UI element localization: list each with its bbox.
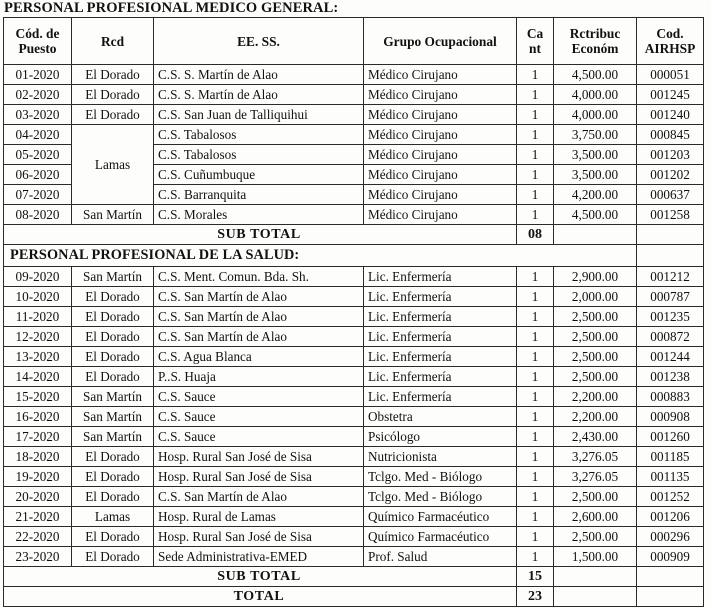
cell-retribucion: 1,500.00 (554, 547, 637, 567)
cell-codigo-puesto: 02-2020 (4, 85, 72, 105)
cell-eess: C.S. San Juan de Talliquihui (154, 105, 364, 125)
cell-codigo-puesto: 04-2020 (4, 125, 72, 145)
cell-grupo-ocupacional: Médico Cirujano (364, 205, 517, 225)
cell-grupo-ocupacional: Médico Cirujano (364, 165, 517, 185)
cell-cantidad: 1 (517, 347, 554, 367)
subtotal-1-cantidad: 08 (517, 225, 554, 245)
total-cantidad: 23 (517, 587, 554, 607)
column-header-codigo-line2: Puesto (18, 41, 57, 56)
cell-grupo-ocupacional: Lic. Enfermería (364, 347, 517, 367)
cell-retribucion: 3,500.00 (554, 165, 637, 185)
cell-codigo-puesto: 13-2020 (4, 347, 72, 367)
cell-eess: C.S. San Martín de Alao (154, 287, 364, 307)
table-row (4, 467, 704, 487)
cell-grupo-ocupacional: Médico Cirujano (364, 105, 517, 125)
cell-grupo-ocupacional: Lic. Enfermería (364, 367, 517, 387)
table-row (4, 487, 704, 507)
cell-eess: C.S. Cuñumbuque (154, 165, 364, 185)
table-row (4, 327, 704, 347)
column-header-airhsp-line1: Cod. (656, 26, 684, 41)
column-header-cantidad-line2: nt (529, 41, 541, 56)
cell-rcd: El Dorado (72, 527, 154, 547)
cell-rcd: El Dorado (72, 85, 154, 105)
cell-eess: C.S. San Martín de Alao (154, 487, 364, 507)
cell-cod-airhsp: 001245 (637, 85, 704, 105)
cell-eess: C.S. Morales (154, 205, 364, 225)
cell-retribucion: 4,000.00 (554, 105, 637, 125)
cell-codigo-puesto: 12-2020 (4, 327, 72, 347)
cell-cod-airhsp: 001260 (637, 427, 704, 447)
table-row (4, 527, 704, 547)
cell-retribucion: 3,276.05 (554, 447, 637, 467)
cell-grupo-ocupacional: Médico Cirujano (364, 185, 517, 205)
cell-cod-airhsp: 001185 (637, 447, 704, 467)
cell-cod-airhsp: 001235 (637, 307, 704, 327)
cell-retribucion: 2,430.00 (554, 427, 637, 447)
cell-codigo-puesto: 17-2020 (4, 427, 72, 447)
cell-cantidad: 1 (517, 205, 554, 225)
cell-cantidad: 1 (517, 527, 554, 547)
cell-retribucion: 4,000.00 (554, 85, 637, 105)
cell-rcd: San Martín (72, 205, 154, 225)
cell-eess: C.S. Agua Blanca (154, 347, 364, 367)
cell-cod-airhsp: 001240 (637, 105, 704, 125)
subtotal-2-cantidad: 15 (517, 567, 554, 587)
cell-eess: C.S. Ment. Comun. Bda. Sh. (154, 267, 364, 287)
cell-grupo-ocupacional: Lic. Enfermería (364, 267, 517, 287)
cell-grupo-ocupacional: Lic. Enfermería (364, 387, 517, 407)
cell-grupo-ocupacional: Químico Farmacéutico (364, 507, 517, 527)
cell-codigo-puesto: 07-2020 (4, 185, 72, 205)
cell-cantidad: 1 (517, 507, 554, 527)
table-row (4, 387, 704, 407)
cell-codigo-puesto: 20-2020 (4, 487, 72, 507)
cell-retribucion: 2,500.00 (554, 307, 637, 327)
cell-cantidad: 1 (517, 547, 554, 567)
column-header-grupo-ocupacional: Grupo Ocupacional (364, 18, 517, 65)
table-row (4, 85, 704, 105)
cell-retribucion: 2,500.00 (554, 487, 637, 507)
cell-cantidad: 1 (517, 287, 554, 307)
total-row (4, 587, 704, 607)
subtotal-1-airhsp (637, 225, 704, 245)
cell-rcd: El Dorado (72, 307, 154, 327)
cell-cod-airhsp: 000909 (637, 547, 704, 567)
total-retribucion (554, 587, 637, 607)
cell-cantidad: 1 (517, 407, 554, 427)
table-row (4, 65, 704, 85)
staff-table (3, 17, 704, 607)
table-row (4, 347, 704, 367)
section-title-salud: PERSONAL PROFESIONAL DE LA SALUD: (4, 245, 637, 267)
cell-cod-airhsp: 000908 (637, 407, 704, 427)
table-row (4, 287, 704, 307)
cell-cod-airhsp: 001203 (637, 145, 704, 165)
cell-cod-airhsp: 000872 (637, 327, 704, 347)
cell-eess: C.S. Sauce (154, 407, 364, 427)
cell-rcd: El Dorado (72, 65, 154, 85)
cell-cantidad: 1 (517, 85, 554, 105)
table-row (4, 507, 704, 527)
cell-rcd-merged: Lamas (72, 125, 154, 205)
section-title-medico-general: PERSONAL PROFESIONAL MEDICO GENERAL: (4, 0, 339, 16)
cell-eess: C.S. San Martín de Alao (154, 307, 364, 327)
cell-cantidad: 1 (517, 165, 554, 185)
cell-codigo-puesto: 22-2020 (4, 527, 72, 547)
cell-eess: Sede Administrativa-EMED (154, 547, 364, 567)
column-header-airhsp (637, 18, 704, 65)
table-row (4, 105, 704, 125)
cell-codigo-puesto: 15-2020 (4, 387, 72, 407)
cell-eess: C.S. S. Martín de Alao (154, 65, 364, 85)
cell-eess: Hosp. Rural San José de Sisa (154, 527, 364, 547)
cell-cantidad: 1 (517, 447, 554, 467)
cell-rcd: San Martín (72, 427, 154, 447)
cell-cantidad: 1 (517, 327, 554, 347)
cell-grupo-ocupacional: Lic. Enfermería (364, 307, 517, 327)
cell-codigo-puesto: 16-2020 (4, 407, 72, 427)
cell-grupo-ocupacional: Tclgo. Med - Biólogo (364, 467, 517, 487)
cell-grupo-ocupacional: Químico Farmacéutico (364, 527, 517, 547)
column-header-rcd: Rcd (72, 18, 154, 65)
cell-codigo-puesto: 09-2020 (4, 267, 72, 287)
cell-cantidad: 1 (517, 387, 554, 407)
cell-grupo-ocupacional: Psicólogo (364, 427, 517, 447)
cell-grupo-ocupacional: Prof. Salud (364, 547, 517, 567)
cell-retribucion: 3,500.00 (554, 145, 637, 165)
cell-cantidad: 1 (517, 65, 554, 85)
table-row (4, 307, 704, 327)
cell-cod-airhsp: 001244 (637, 347, 704, 367)
table-row (4, 267, 704, 287)
cell-retribucion: 2,200.00 (554, 387, 637, 407)
cell-rcd: El Dorado (72, 105, 154, 125)
cell-cod-airhsp: 001252 (637, 487, 704, 507)
cell-codigo-puesto: 11-2020 (4, 307, 72, 327)
cell-codigo-puesto: 05-2020 (4, 145, 72, 165)
cell-grupo-ocupacional: Obstetra (364, 407, 517, 427)
cell-rcd: Lamas (72, 507, 154, 527)
cell-cod-airhsp: 000296 (637, 527, 704, 547)
column-header-retribucion (554, 18, 637, 65)
cell-eess: C.S. Tabalosos (154, 145, 364, 165)
subtotal-row-1 (4, 225, 704, 245)
cell-eess: C.S. Barranquita (154, 185, 364, 205)
cell-grupo-ocupacional: Médico Cirujano (364, 65, 517, 85)
cell-eess: C.S. S. Martín de Alao (154, 85, 364, 105)
total-label: TOTAL (4, 587, 517, 607)
cell-retribucion: 2,200.00 (554, 407, 637, 427)
cell-codigo-puesto: 08-2020 (4, 205, 72, 225)
cell-retribucion: 2,500.00 (554, 367, 637, 387)
cell-cod-airhsp: 000637 (637, 185, 704, 205)
column-header-eess: EE. SS. (154, 18, 364, 65)
cell-cod-airhsp: 001206 (637, 507, 704, 527)
cell-cod-airhsp: 000051 (637, 65, 704, 85)
section-title-salud-row (4, 245, 704, 267)
total-airhsp (637, 587, 704, 607)
cell-rcd: El Dorado (72, 467, 154, 487)
cell-retribucion: 2,500.00 (554, 327, 637, 347)
cell-cantidad: 1 (517, 267, 554, 287)
column-header-retribucion-line1: Rctribuc (569, 26, 621, 41)
cell-eess: C.S. Sauce (154, 387, 364, 407)
cell-codigo-puesto: 06-2020 (4, 165, 72, 185)
table-row (4, 367, 704, 387)
cell-grupo-ocupacional: Nutricionista (364, 447, 517, 467)
table-row (4, 547, 704, 567)
cell-retribucion: 2,000.00 (554, 287, 637, 307)
cell-cantidad: 1 (517, 185, 554, 205)
cell-eess: Hosp. Rural de Lamas (154, 507, 364, 527)
column-header-cantidad (517, 18, 554, 65)
cell-grupo-ocupacional: Tclgo. Med - Biólogo (364, 487, 517, 507)
cell-codigo-puesto: 14-2020 (4, 367, 72, 387)
cell-retribucion: 4,500.00 (554, 205, 637, 225)
subtotal-2-retribucion (554, 567, 637, 587)
column-header-retribucion-line2: Económ (571, 41, 619, 56)
cell-grupo-ocupacional: Lic. Enfermería (364, 327, 517, 347)
table-row (4, 205, 704, 225)
cell-grupo-ocupacional: Lic. Enfermería (364, 287, 517, 307)
cell-cantidad: 1 (517, 487, 554, 507)
cell-retribucion: 2,600.00 (554, 507, 637, 527)
cell-rcd: El Dorado (72, 547, 154, 567)
table-row (4, 407, 704, 427)
subtotal-1-label: SUB TOTAL (4, 225, 517, 245)
cell-rcd: El Dorado (72, 347, 154, 367)
cell-eess: P..S. Huaja (154, 367, 364, 387)
cell-rcd: El Dorado (72, 287, 154, 307)
cell-retribucion: 2,500.00 (554, 527, 637, 547)
table-body (4, 65, 704, 607)
cell-codigo-puesto: 21-2020 (4, 507, 72, 527)
cell-retribucion: 3,750.00 (554, 125, 637, 145)
cell-retribucion: 4,200.00 (554, 185, 637, 205)
cell-cantidad: 1 (517, 367, 554, 387)
column-header-codigo-line1: Cód. de (15, 26, 60, 41)
cell-cantidad: 1 (517, 307, 554, 327)
cell-cod-airhsp: 001212 (637, 267, 704, 287)
cell-rcd: El Dorado (72, 367, 154, 387)
cell-rcd: El Dorado (72, 447, 154, 467)
subtotal-row-2 (4, 567, 704, 587)
cell-cod-airhsp: 000845 (637, 125, 704, 145)
table-row (4, 447, 704, 467)
section-title-salud-spacer (637, 245, 704, 267)
cell-grupo-ocupacional: Médico Cirujano (364, 145, 517, 165)
cell-codigo-puesto: 01-2020 (4, 65, 72, 85)
cell-eess: C.S. San Martín de Alao (154, 327, 364, 347)
cell-eess: C.S. Tabalosos (154, 125, 364, 145)
cell-cod-airhsp: 000883 (637, 387, 704, 407)
column-header-codigo (4, 18, 72, 65)
cell-eess: C.S. Sauce (154, 427, 364, 447)
subtotal-2-label: SUB TOTAL (4, 567, 517, 587)
subtotal-1-retribucion (554, 225, 637, 245)
cell-rcd: El Dorado (72, 327, 154, 347)
cell-cod-airhsp: 001202 (637, 165, 704, 185)
cell-retribucion: 2,500.00 (554, 347, 637, 367)
cell-cantidad: 1 (517, 467, 554, 487)
table-row (4, 427, 704, 447)
cell-cantidad: 1 (517, 427, 554, 447)
cell-cod-airhsp: 000787 (637, 287, 704, 307)
cell-codigo-puesto: 03-2020 (4, 105, 72, 125)
cell-eess: Hosp. Rural San José de Sisa (154, 467, 364, 487)
cell-retribucion: 4,500.00 (554, 65, 637, 85)
cell-cantidad: 1 (517, 145, 554, 165)
cell-retribucion: 3,276.05 (554, 467, 637, 487)
cell-cantidad: 1 (517, 125, 554, 145)
cell-codigo-puesto: 18-2020 (4, 447, 72, 467)
cell-grupo-ocupacional: Médico Cirujano (364, 125, 517, 145)
cell-rcd: San Martín (72, 387, 154, 407)
column-header-cantidad-line1: Ca (526, 26, 544, 41)
table-row (4, 125, 704, 145)
cell-cod-airhsp: 001238 (637, 367, 704, 387)
subtotal-2-airhsp (637, 567, 704, 587)
cell-cod-airhsp: 001258 (637, 205, 704, 225)
cell-rcd: San Martín (72, 407, 154, 427)
cell-eess: Hosp. Rural San José de Sisa (154, 447, 364, 467)
cell-codigo-puesto: 10-2020 (4, 287, 72, 307)
cell-codigo-puesto: 23-2020 (4, 547, 72, 567)
cell-cod-airhsp: 001135 (637, 467, 704, 487)
column-header-airhsp-line2: AIRHSP (644, 41, 696, 56)
cell-rcd: San Martín (72, 267, 154, 287)
cell-codigo-puesto: 19-2020 (4, 467, 72, 487)
cell-rcd: El Dorado (72, 487, 154, 507)
table-header (4, 18, 704, 65)
cell-retribucion: 2,900.00 (554, 267, 637, 287)
cell-grupo-ocupacional: Médico Cirujano (364, 85, 517, 105)
cell-cantidad: 1 (517, 105, 554, 125)
table-header-row (4, 18, 704, 65)
